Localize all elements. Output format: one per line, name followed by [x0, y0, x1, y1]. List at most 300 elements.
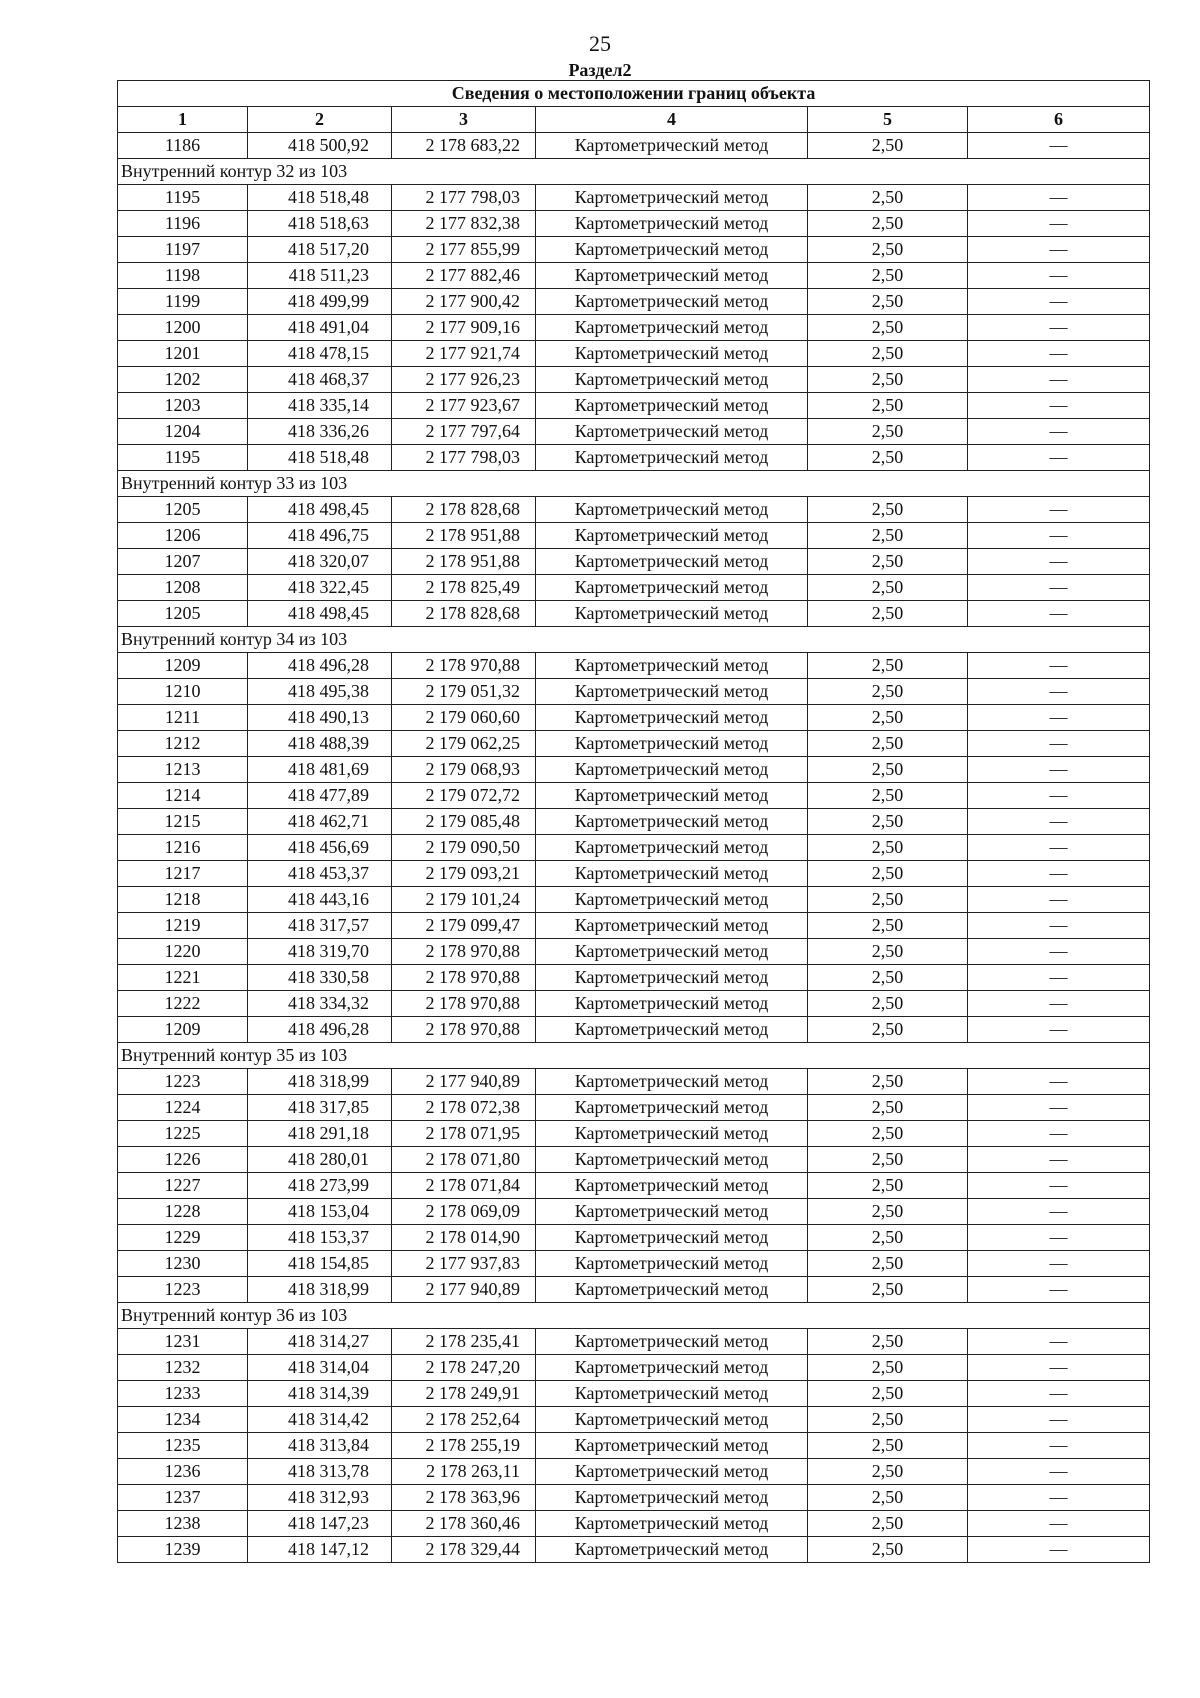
description-cell: — — [968, 757, 1150, 783]
description-cell: — — [968, 289, 1150, 315]
point-number-cell: 1235 — [118, 1433, 248, 1459]
description-cell: — — [968, 887, 1150, 913]
description-cell: — — [968, 913, 1150, 939]
method-cell: Картометрический метод — [536, 1537, 808, 1563]
y-coordinate-cell: 2 179 099,47 — [392, 913, 536, 939]
precision-cell: 2,50 — [808, 419, 968, 445]
precision-cell: 2,50 — [808, 601, 968, 627]
description-cell: — — [968, 835, 1150, 861]
method-cell: Картометрический метод — [536, 887, 808, 913]
table-row — [118, 601, 1150, 627]
point-number-cell: 1217 — [118, 861, 248, 887]
table-row — [118, 1277, 1150, 1303]
contour-header-row — [118, 471, 1150, 497]
y-coordinate-cell: 2 178 247,20 — [392, 1355, 536, 1381]
point-number-cell: 1202 — [118, 367, 248, 393]
table-row — [118, 1199, 1150, 1225]
table-caption-row — [118, 81, 1150, 107]
y-coordinate-cell: 2 178 360,46 — [392, 1511, 536, 1537]
description-cell: — — [968, 1485, 1150, 1511]
method-cell: Картометрический метод — [536, 601, 808, 627]
description-cell: — — [968, 1121, 1150, 1147]
y-coordinate-cell: 2 178 951,88 — [392, 523, 536, 549]
description-cell: — — [968, 367, 1150, 393]
precision-cell: 2,50 — [808, 1147, 968, 1173]
method-cell: Картометрический метод — [536, 263, 808, 289]
y-coordinate-cell: 2 179 085,48 — [392, 809, 536, 835]
precision-cell: 2,50 — [808, 393, 968, 419]
x-coordinate-cell: 418 153,37 — [248, 1225, 392, 1251]
description-cell: — — [968, 1199, 1150, 1225]
y-coordinate-cell: 2 177 832,38 — [392, 211, 536, 237]
method-cell: Картометрический метод — [536, 341, 808, 367]
x-coordinate-cell: 418 518,63 — [248, 211, 392, 237]
y-coordinate-cell: 2 177 921,74 — [392, 341, 536, 367]
method-cell: Картометрический метод — [536, 1095, 808, 1121]
point-number-cell: 1238 — [118, 1511, 248, 1537]
table-row — [118, 1251, 1150, 1277]
y-coordinate-cell: 2 178 825,49 — [392, 575, 536, 601]
method-cell: Картометрический метод — [536, 497, 808, 523]
y-coordinate-cell: 2 179 101,24 — [392, 887, 536, 913]
point-number-cell: 1223 — [118, 1277, 248, 1303]
method-cell: Картометрический метод — [536, 1069, 808, 1095]
table-row — [118, 757, 1150, 783]
x-coordinate-cell: 418 317,85 — [248, 1095, 392, 1121]
table-row — [118, 549, 1150, 575]
precision-cell: 2,50 — [808, 913, 968, 939]
y-coordinate-cell: 2 178 683,22 — [392, 133, 536, 159]
method-cell: Картометрический метод — [536, 653, 808, 679]
precision-cell: 2,50 — [808, 653, 968, 679]
column-number: 1 — [118, 107, 248, 133]
point-number-cell: 1227 — [118, 1173, 248, 1199]
x-coordinate-cell: 418 317,57 — [248, 913, 392, 939]
precision-cell: 2,50 — [808, 263, 968, 289]
method-cell: Картометрический метод — [536, 1173, 808, 1199]
y-coordinate-cell: 2 178 828,68 — [392, 601, 536, 627]
description-cell: — — [968, 1355, 1150, 1381]
method-cell: Картометрический метод — [536, 1485, 808, 1511]
x-coordinate-cell: 418 334,32 — [248, 991, 392, 1017]
column-number: 6 — [968, 107, 1150, 133]
y-coordinate-cell: 2 178 255,19 — [392, 1433, 536, 1459]
method-cell: Картометрический метод — [536, 965, 808, 991]
table-row — [118, 1459, 1150, 1485]
method-cell: Картометрический метод — [536, 731, 808, 757]
description-cell: — — [968, 419, 1150, 445]
table-row — [118, 289, 1150, 315]
x-coordinate-cell: 418 453,37 — [248, 861, 392, 887]
y-coordinate-cell: 2 177 797,64 — [392, 419, 536, 445]
section-title: Раздел2 — [568, 60, 632, 80]
table-row — [118, 133, 1150, 159]
description-cell: — — [968, 1407, 1150, 1433]
y-coordinate-cell: 2 178 069,09 — [392, 1199, 536, 1225]
x-coordinate-cell: 418 481,69 — [248, 757, 392, 783]
point-number-cell: 1186 — [118, 133, 248, 159]
table-row — [118, 263, 1150, 289]
precision-cell: 2,50 — [808, 133, 968, 159]
point-number-cell: 1226 — [118, 1147, 248, 1173]
point-number-cell: 1239 — [118, 1537, 248, 1563]
description-cell: — — [968, 263, 1150, 289]
method-cell: Картометрический метод — [536, 939, 808, 965]
precision-cell: 2,50 — [808, 1355, 968, 1381]
contour-label: Внутренний контур 33 из 103 — [118, 471, 1150, 497]
table-row — [118, 1121, 1150, 1147]
precision-cell: 2,50 — [808, 1017, 968, 1043]
method-cell: Картометрический метод — [536, 679, 808, 705]
point-number-cell: 1203 — [118, 393, 248, 419]
point-number-cell: 1209 — [118, 1017, 248, 1043]
y-coordinate-cell: 2 178 828,68 — [392, 497, 536, 523]
description-cell: — — [968, 939, 1150, 965]
precision-cell: 2,50 — [808, 991, 968, 1017]
contour-label: Внутренний контур 34 из 103 — [118, 627, 1150, 653]
y-coordinate-cell: 2 177 798,03 — [392, 185, 536, 211]
method-cell: Картометрический метод — [536, 289, 808, 315]
table-row — [118, 1095, 1150, 1121]
method-cell: Картометрический метод — [536, 1121, 808, 1147]
y-coordinate-cell: 2 177 882,46 — [392, 263, 536, 289]
contour-header-row — [118, 627, 1150, 653]
point-number-cell: 1224 — [118, 1095, 248, 1121]
y-coordinate-cell: 2 178 252,64 — [392, 1407, 536, 1433]
x-coordinate-cell: 418 313,84 — [248, 1433, 392, 1459]
x-coordinate-cell: 418 319,70 — [248, 939, 392, 965]
description-cell: — — [968, 1069, 1150, 1095]
x-coordinate-cell: 418 314,42 — [248, 1407, 392, 1433]
point-number-cell: 1228 — [118, 1199, 248, 1225]
point-number-cell: 1206 — [118, 523, 248, 549]
y-coordinate-cell: 2 179 090,50 — [392, 835, 536, 861]
method-cell: Картометрический метод — [536, 991, 808, 1017]
table-row — [118, 1511, 1150, 1537]
y-coordinate-cell: 2 178 072,38 — [392, 1095, 536, 1121]
x-coordinate-cell: 418 335,14 — [248, 393, 392, 419]
method-cell: Картометрический метод — [536, 523, 808, 549]
precision-cell: 2,50 — [808, 731, 968, 757]
column-number: 2 — [248, 107, 392, 133]
precision-cell: 2,50 — [808, 783, 968, 809]
method-cell: Картометрический метод — [536, 1199, 808, 1225]
x-coordinate-cell: 418 456,69 — [248, 835, 392, 861]
y-coordinate-cell: 2 178 970,88 — [392, 965, 536, 991]
x-coordinate-cell: 418 318,99 — [248, 1069, 392, 1095]
column-number: 5 — [808, 107, 968, 133]
method-cell: Картометрический метод — [536, 133, 808, 159]
x-coordinate-cell: 418 273,99 — [248, 1173, 392, 1199]
precision-cell: 2,50 — [808, 939, 968, 965]
y-coordinate-cell: 2 178 263,11 — [392, 1459, 536, 1485]
table-row — [118, 575, 1150, 601]
precision-cell: 2,50 — [808, 1329, 968, 1355]
method-cell: Картометрический метод — [536, 705, 808, 731]
precision-cell: 2,50 — [808, 705, 968, 731]
method-cell: Картометрический метод — [536, 1329, 808, 1355]
x-coordinate-cell: 418 490,13 — [248, 705, 392, 731]
table-row — [118, 185, 1150, 211]
table-row — [118, 1147, 1150, 1173]
point-number-cell: 1231 — [118, 1329, 248, 1355]
method-cell: Картометрический метод — [536, 445, 808, 471]
description-cell: — — [968, 1017, 1150, 1043]
y-coordinate-cell: 2 178 071,95 — [392, 1121, 536, 1147]
method-cell: Картометрический метод — [536, 1407, 808, 1433]
y-coordinate-cell: 2 177 940,89 — [392, 1277, 536, 1303]
description-cell: — — [968, 1537, 1150, 1563]
table-row — [118, 419, 1150, 445]
precision-cell: 2,50 — [808, 367, 968, 393]
x-coordinate-cell: 418 320,07 — [248, 549, 392, 575]
x-coordinate-cell: 418 517,20 — [248, 237, 392, 263]
description-cell: — — [968, 575, 1150, 601]
precision-cell: 2,50 — [808, 1251, 968, 1277]
table-row — [118, 783, 1150, 809]
table-row — [118, 1381, 1150, 1407]
x-coordinate-cell: 418 468,37 — [248, 367, 392, 393]
precision-cell: 2,50 — [808, 1485, 968, 1511]
point-number-cell: 1218 — [118, 887, 248, 913]
contour-header-row — [118, 1043, 1150, 1069]
x-coordinate-cell: 418 495,38 — [248, 679, 392, 705]
description-cell: — — [968, 1433, 1150, 1459]
point-number-cell: 1212 — [118, 731, 248, 757]
method-cell: Картометрический метод — [536, 1251, 808, 1277]
x-coordinate-cell: 418 153,04 — [248, 1199, 392, 1225]
y-coordinate-cell: 2 178 071,84 — [392, 1173, 536, 1199]
table-row — [118, 315, 1150, 341]
method-cell: Картометрический метод — [536, 211, 808, 237]
description-cell: — — [968, 653, 1150, 679]
y-coordinate-cell: 2 178 970,88 — [392, 939, 536, 965]
table-row — [118, 1017, 1150, 1043]
x-coordinate-cell: 418 330,58 — [248, 965, 392, 991]
description-cell: — — [968, 497, 1150, 523]
column-number-row — [118, 107, 1150, 133]
table-row — [118, 1485, 1150, 1511]
x-coordinate-cell: 418 499,99 — [248, 289, 392, 315]
precision-cell: 2,50 — [808, 965, 968, 991]
x-coordinate-cell: 418 280,01 — [248, 1147, 392, 1173]
precision-cell: 2,50 — [808, 1069, 968, 1095]
point-number-cell: 1211 — [118, 705, 248, 731]
description-cell: — — [968, 991, 1150, 1017]
description-cell: — — [968, 341, 1150, 367]
x-coordinate-cell: 418 443,16 — [248, 887, 392, 913]
point-number-cell: 1222 — [118, 991, 248, 1017]
table-row — [118, 991, 1150, 1017]
precision-cell: 2,50 — [808, 1459, 968, 1485]
description-cell: — — [968, 1277, 1150, 1303]
point-number-cell: 1234 — [118, 1407, 248, 1433]
precision-cell: 2,50 — [808, 861, 968, 887]
description-cell: — — [968, 1459, 1150, 1485]
point-number-cell: 1221 — [118, 965, 248, 991]
point-number-cell: 1207 — [118, 549, 248, 575]
y-coordinate-cell: 2 179 072,72 — [392, 783, 536, 809]
table-row — [118, 861, 1150, 887]
description-cell: — — [968, 549, 1150, 575]
description-cell: — — [968, 705, 1150, 731]
x-coordinate-cell: 418 147,23 — [248, 1511, 392, 1537]
method-cell: Картометрический метод — [536, 575, 808, 601]
contour-header-row — [118, 1303, 1150, 1329]
precision-cell: 2,50 — [808, 549, 968, 575]
y-coordinate-cell: 2 177 855,99 — [392, 237, 536, 263]
precision-cell: 2,50 — [808, 1173, 968, 1199]
table-row — [118, 367, 1150, 393]
table-row — [118, 939, 1150, 965]
description-cell: — — [968, 731, 1150, 757]
point-number-cell: 1200 — [118, 315, 248, 341]
x-coordinate-cell: 418 336,26 — [248, 419, 392, 445]
table-row — [118, 835, 1150, 861]
table-row — [118, 887, 1150, 913]
table-row — [118, 393, 1150, 419]
point-number-cell: 1208 — [118, 575, 248, 601]
table-row — [118, 1407, 1150, 1433]
table-row — [118, 1537, 1150, 1563]
precision-cell: 2,50 — [808, 1277, 968, 1303]
point-number-cell: 1197 — [118, 237, 248, 263]
method-cell: Картометрический метод — [536, 835, 808, 861]
precision-cell: 2,50 — [808, 1121, 968, 1147]
x-coordinate-cell: 418 496,28 — [248, 1017, 392, 1043]
y-coordinate-cell: 2 177 923,67 — [392, 393, 536, 419]
y-coordinate-cell: 2 179 051,32 — [392, 679, 536, 705]
table-row — [118, 913, 1150, 939]
description-cell: — — [968, 809, 1150, 835]
precision-cell: 2,50 — [808, 809, 968, 835]
table-row — [118, 965, 1150, 991]
y-coordinate-cell: 2 178 071,80 — [392, 1147, 536, 1173]
y-coordinate-cell: 2 179 068,93 — [392, 757, 536, 783]
method-cell: Картометрический метод — [536, 185, 808, 211]
point-number-cell: 1230 — [118, 1251, 248, 1277]
y-coordinate-cell: 2 178 249,91 — [392, 1381, 536, 1407]
y-coordinate-cell: 2 177 900,42 — [392, 289, 536, 315]
method-cell: Картометрический метод — [536, 1277, 808, 1303]
description-cell: — — [968, 1381, 1150, 1407]
table-row — [118, 731, 1150, 757]
description-cell: — — [968, 393, 1150, 419]
y-coordinate-cell: 2 178 363,96 — [392, 1485, 536, 1511]
contour-header-row — [118, 159, 1150, 185]
method-cell: Картометрический метод — [536, 1225, 808, 1251]
point-number-cell: 1210 — [118, 679, 248, 705]
description-cell: — — [968, 965, 1150, 991]
table-caption: Сведения о местоположении границ объекта — [118, 81, 1150, 107]
table-row — [118, 1069, 1150, 1095]
method-cell: Картометрический метод — [536, 809, 808, 835]
x-coordinate-cell: 418 496,28 — [248, 653, 392, 679]
x-coordinate-cell: 418 511,23 — [248, 263, 392, 289]
point-number-cell: 1201 — [118, 341, 248, 367]
table-row — [118, 705, 1150, 731]
precision-cell: 2,50 — [808, 1381, 968, 1407]
description-cell: — — [968, 237, 1150, 263]
point-number-cell: 1214 — [118, 783, 248, 809]
contour-label: Внутренний контур 35 из 103 — [118, 1043, 1150, 1069]
method-cell: Картометрический метод — [536, 757, 808, 783]
table-row — [118, 653, 1150, 679]
method-cell: Картометрический метод — [536, 237, 808, 263]
table-row — [118, 1329, 1150, 1355]
x-coordinate-cell: 418 312,93 — [248, 1485, 392, 1511]
description-cell: — — [968, 315, 1150, 341]
point-number-cell: 1195 — [118, 445, 248, 471]
x-coordinate-cell: 418 318,99 — [248, 1277, 392, 1303]
point-number-cell: 1220 — [118, 939, 248, 965]
x-coordinate-cell: 418 314,39 — [248, 1381, 392, 1407]
point-number-cell: 1236 — [118, 1459, 248, 1485]
description-cell: — — [968, 1147, 1150, 1173]
point-number-cell: 1225 — [118, 1121, 248, 1147]
point-number-cell: 1216 — [118, 835, 248, 861]
x-coordinate-cell: 418 518,48 — [248, 185, 392, 211]
precision-cell: 2,50 — [808, 1095, 968, 1121]
y-coordinate-cell: 2 177 798,03 — [392, 445, 536, 471]
description-cell: — — [968, 601, 1150, 627]
precision-cell: 2,50 — [808, 887, 968, 913]
x-coordinate-cell: 418 498,45 — [248, 601, 392, 627]
point-number-cell: 1213 — [118, 757, 248, 783]
precision-cell: 2,50 — [808, 341, 968, 367]
table-row — [118, 497, 1150, 523]
method-cell: Картометрический метод — [536, 913, 808, 939]
x-coordinate-cell: 418 462,71 — [248, 809, 392, 835]
point-number-cell: 1205 — [118, 497, 248, 523]
table-row — [118, 1355, 1150, 1381]
y-coordinate-cell: 2 179 093,21 — [392, 861, 536, 887]
precision-cell: 2,50 — [808, 523, 968, 549]
point-number-cell: 1233 — [118, 1381, 248, 1407]
method-cell: Картометрический метод — [536, 367, 808, 393]
point-number-cell: 1215 — [118, 809, 248, 835]
boundary-coordinates-table — [117, 80, 1150, 1563]
precision-cell: 2,50 — [808, 757, 968, 783]
description-cell: — — [968, 133, 1150, 159]
precision-cell: 2,50 — [808, 211, 968, 237]
y-coordinate-cell: 2 177 937,83 — [392, 1251, 536, 1277]
precision-cell: 2,50 — [808, 1225, 968, 1251]
method-cell: Картометрический метод — [536, 419, 808, 445]
description-cell: — — [968, 1511, 1150, 1537]
point-number-cell: 1223 — [118, 1069, 248, 1095]
method-cell: Картометрический метод — [536, 1355, 808, 1381]
precision-cell: 2,50 — [808, 679, 968, 705]
precision-cell: 2,50 — [808, 497, 968, 523]
precision-cell: 2,50 — [808, 445, 968, 471]
y-coordinate-cell: 2 178 970,88 — [392, 991, 536, 1017]
description-cell: — — [968, 783, 1150, 809]
x-coordinate-cell: 418 500,92 — [248, 133, 392, 159]
precision-cell: 2,50 — [808, 1199, 968, 1225]
point-number-cell: 1219 — [118, 913, 248, 939]
precision-cell: 2,50 — [808, 1407, 968, 1433]
description-cell: — — [968, 1173, 1150, 1199]
y-coordinate-cell: 2 178 951,88 — [392, 549, 536, 575]
x-coordinate-cell: 418 291,18 — [248, 1121, 392, 1147]
point-number-cell: 1229 — [118, 1225, 248, 1251]
method-cell: Картометрический метод — [536, 1017, 808, 1043]
column-number: 3 — [392, 107, 536, 133]
point-number-cell: 1196 — [118, 211, 248, 237]
page-number: 25 — [589, 31, 611, 56]
table-row — [118, 237, 1150, 263]
